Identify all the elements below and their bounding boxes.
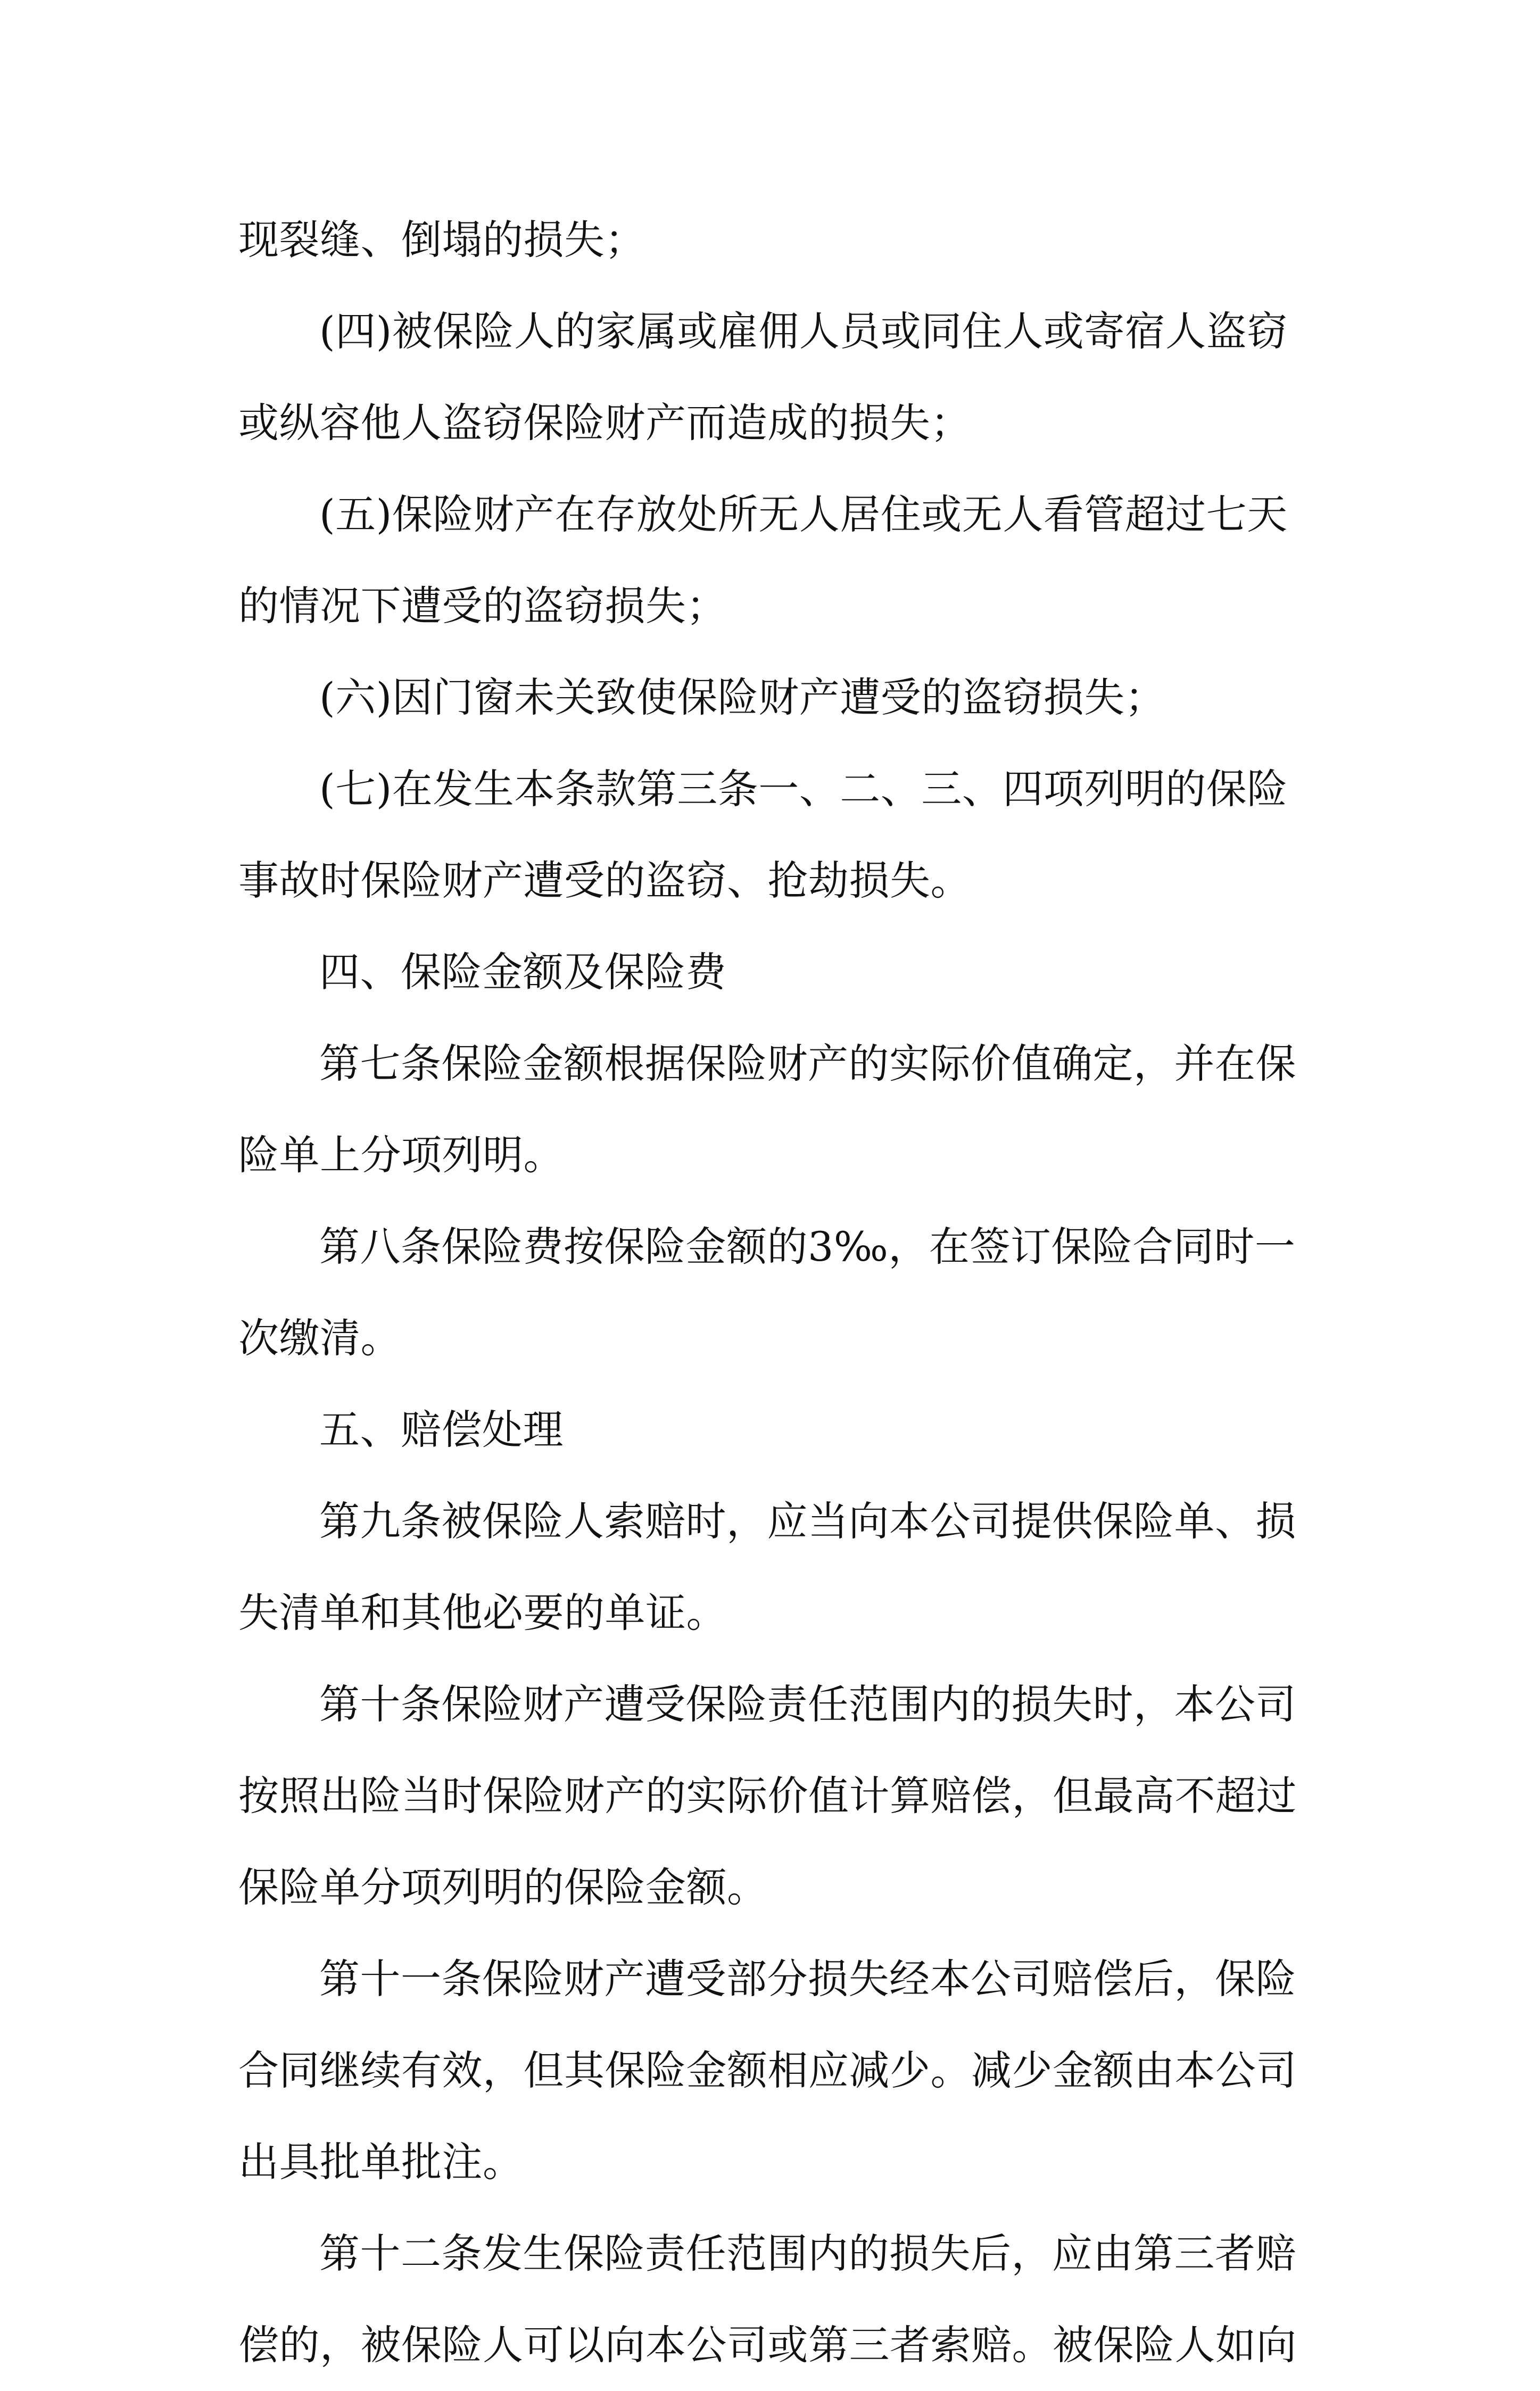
text-line: 第九条被保险人索赔时，应当向本公司提供保险单、损: [319, 1498, 1296, 1545]
text-line: (五)保险财产在存放处所无人居住或无人看管超过七天: [319, 491, 1288, 538]
text-line: 四、保险金额及保险费: [319, 948, 726, 996]
text-line: 第七条保险金额根据保险财产的实际价值确定，并在保: [319, 1040, 1296, 1087]
text-line: 第十一条保险财产遭受部分损失经本公司赔偿后，保险: [319, 1955, 1296, 2003]
text-line: 第十条保险财产遭受保险责任范围内的损失时，本公司: [319, 1681, 1296, 1728]
text-line: 的情况下遭受的盗窃损失；: [238, 582, 727, 630]
text-line: 险单上分项列明。: [238, 1131, 564, 1179]
text-line: 保险单分项列明的保险金额。: [238, 1864, 768, 1911]
document-body: [238, 194, 1303, 2391]
text-line: 事故时保险财产遭受的盗窃、抢劫损失。: [238, 857, 971, 904]
text-line: 出具批单批注。: [238, 2138, 524, 2186]
text-line: (六)因门窗未关致使保险财产遭受的盗窃损失；: [319, 674, 1166, 721]
text-line: 或纵容他人盗窃保险财产而造成的损失；: [238, 399, 971, 446]
text-line: (七)在发生本条款第三条一、二、三、四项列明的保险: [319, 765, 1288, 813]
text-line: 失清单和其他必要的单证。: [238, 1589, 727, 1636]
text-line: 偿的，被保险人可以向本公司或第三者索赔。被保险人如向: [238, 2321, 1297, 2369]
text-line: 现裂缝、倒塌的损失；: [238, 216, 645, 263]
text-line: 第八条保险费按保险金额的3‰，在签订保险合同时一: [319, 1223, 1296, 1270]
text-line: 第十二条发生保险责任范围内的损失后，应由第三者赔: [319, 2230, 1296, 2277]
text-line: 五、赔偿处理: [319, 1406, 564, 1453]
text-line: 次缴清。: [238, 1314, 401, 1362]
text-line: 合同继续有效，但其保险金额相应减少。减少金额由本公司: [238, 2047, 1297, 2094]
text-line: (四)被保险人的家属或雇佣人员或同住人或寄宿人盗窃: [319, 308, 1288, 355]
text-line: 按照出险当时保险财产的实际价值计算赔偿，但最高不超过: [238, 1772, 1297, 1819]
